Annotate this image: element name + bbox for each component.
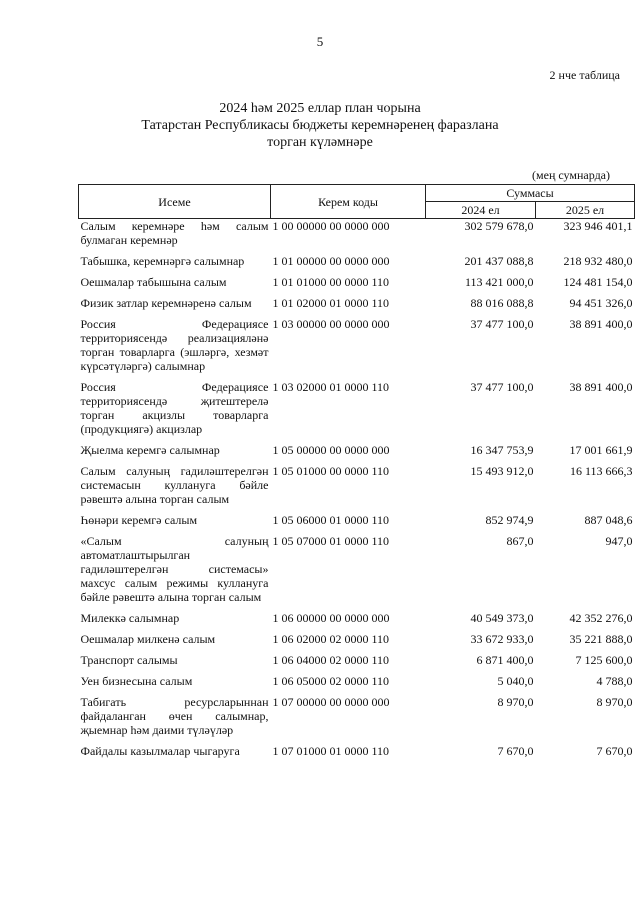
row-name: Файдалы казылмалар чыгаруга (80, 744, 240, 758)
row-name: Һөнәри керемгә салым (80, 513, 198, 527)
row-value-2024: 88 016 088,8 (470, 296, 534, 310)
row-value-2025: 35 221 888,0 (569, 632, 633, 646)
row-value-2025: 7 670,0 (596, 744, 633, 758)
row-name: Милеккә салымнар (80, 611, 180, 625)
row-value-2025: 38 891 400,0 (569, 380, 633, 394)
units-note: (мең сумнарда) (532, 168, 610, 182)
row-name: Оешмалар милкенә салым (80, 632, 216, 646)
row-code: 1 01 02000 01 0000 110 (272, 296, 390, 310)
row-code: 1 05 07000 01 0000 110 (272, 534, 390, 548)
row-value-2025: 4 788,0 (596, 674, 633, 688)
row-value-2024: 302 579 678,0 (464, 219, 534, 233)
row-value-2024: 15 493 912,0 (470, 464, 534, 478)
row-value-2024: 37 477 100,0 (470, 317, 534, 331)
page-number: 5 (316, 34, 324, 49)
table-row (79, 674, 635, 695)
row-name: Физик затлар керемнәренә салым (80, 296, 252, 310)
table-row (79, 653, 635, 674)
row-value-2025: 323 946 401,1 (563, 219, 633, 233)
row-value-2025: 218 932 480,0 (563, 254, 633, 268)
header-name: Исеме (79, 185, 271, 219)
row-name: Уен бизнесына салым (80, 674, 193, 688)
row-name: Салым керемнәре һәм салым булмаган керемнәр (80, 219, 269, 247)
row-value-2024: 33 672 933,0 (470, 632, 534, 646)
row-name: Россия Федерациясе территориясендә җитештерелә торган акцизлы товарларга (продукциягә) акцизлар (80, 380, 269, 436)
row-value-2024: 8 970,0 (497, 695, 534, 709)
row-value-2024: 7 670,0 (497, 744, 534, 758)
row-name: Транспорт салымы (80, 653, 178, 667)
row-value-2025: 124 481 154,0 (563, 275, 633, 289)
table-row (79, 695, 635, 744)
row-code: 1 01 01000 00 0000 110 (272, 275, 390, 289)
revenue-table (78, 184, 635, 765)
row-code: 1 07 00000 00 0000 000 (272, 695, 390, 709)
header-sums: Суммасы (426, 185, 635, 202)
header-year-2024: 2024 ел (426, 202, 536, 219)
row-value-2024: 16 347 753,9 (470, 443, 534, 457)
table-row (79, 219, 635, 255)
row-code: 1 05 01000 00 0000 110 (272, 464, 390, 478)
title-line-2: Татарстан Республикасы бюджеты керемнәренең фаразлана (141, 118, 499, 133)
row-name: Оешмалар табышына салым (80, 275, 227, 289)
table-row (79, 275, 635, 296)
table-row (79, 534, 635, 611)
table-row (79, 513, 635, 534)
table-row (79, 443, 635, 464)
row-code: 1 06 05000 02 0000 110 (272, 674, 390, 688)
row-value-2024: 113 421 000,0 (464, 275, 534, 289)
row-value-2025: 42 352 276,0 (569, 611, 633, 625)
row-value-2024: 6 871 400,0 (476, 653, 534, 667)
table-row (79, 464, 635, 513)
row-name: Табигать ресурсларыннан файдаланган өчен салымнар, җыемнар һәм даими түләүләр (80, 695, 269, 737)
row-value-2024: 867,0 (506, 534, 534, 548)
table-row (79, 744, 635, 765)
title-line-1: 2024 һәм 2025 еллар план чорына (219, 101, 421, 116)
row-name: Россия Федерациясе территориясендә реализацияләнә торган товарларга (эшләргә, хезмәт күрсәтүләргә) салымнар (80, 317, 269, 373)
row-code: 1 06 00000 00 0000 000 (272, 611, 390, 625)
row-code: 1 07 01000 01 0000 110 (272, 744, 390, 758)
row-code: 1 03 00000 00 0000 000 (272, 317, 390, 331)
row-value-2025: 947,0 (605, 534, 633, 548)
row-value-2025: 7 125 600,0 (575, 653, 633, 667)
table-row (79, 632, 635, 653)
row-code: 1 06 04000 02 0000 110 (272, 653, 390, 667)
row-code: 1 06 02000 02 0000 110 (272, 632, 390, 646)
row-code: 1 05 00000 00 0000 000 (272, 443, 390, 457)
table-row (79, 254, 635, 275)
row-name: Җыелма керемгә салымнар (80, 443, 220, 457)
row-value-2025: 38 891 400,0 (569, 317, 633, 331)
row-code: 1 05 06000 01 0000 110 (272, 513, 390, 527)
row-value-2024: 5 040,0 (497, 674, 534, 688)
table-row (79, 380, 635, 443)
row-value-2024: 201 437 088,8 (464, 254, 534, 268)
row-code: 1 01 00000 00 0000 000 (272, 254, 390, 268)
row-value-2024: 852 974,9 (485, 513, 534, 527)
row-value-2025: 17 001 661,9 (569, 443, 633, 457)
row-code: 1 00 00000 00 0000 000 (272, 219, 390, 233)
header-year-2025: 2025 ел (536, 202, 635, 219)
row-value-2024: 40 549 373,0 (470, 611, 534, 625)
table-body (79, 219, 635, 766)
table-label: 2 нче таблица (549, 68, 620, 82)
header-code: Керем коды (271, 185, 426, 219)
table-row (79, 317, 635, 380)
row-code: 1 03 02000 01 0000 110 (272, 380, 390, 394)
row-name: «Салым салуның автоматлаштырылган гадиләштерелгән системасы» махсус салым режимы куллануга бәйле рәвештә алына торган салым (80, 534, 269, 604)
row-name: Салым салуның гадиләштерелгән системасын куллануга бәйле рәвештә алына торган салым (80, 464, 269, 506)
document-title (0, 100, 640, 151)
title-line-3: торган күләмнәре (267, 135, 373, 150)
table-row (79, 296, 635, 317)
row-value-2025: 94 451 326,0 (569, 296, 633, 310)
row-value-2025: 887 048,6 (584, 513, 633, 527)
row-value-2025: 16 113 666,3 (569, 464, 633, 478)
row-value-2025: 8 970,0 (596, 695, 633, 709)
row-value-2024: 37 477 100,0 (470, 380, 534, 394)
table-row (79, 611, 635, 632)
row-name: Табышка, керемнәргә салымнар (80, 254, 245, 268)
